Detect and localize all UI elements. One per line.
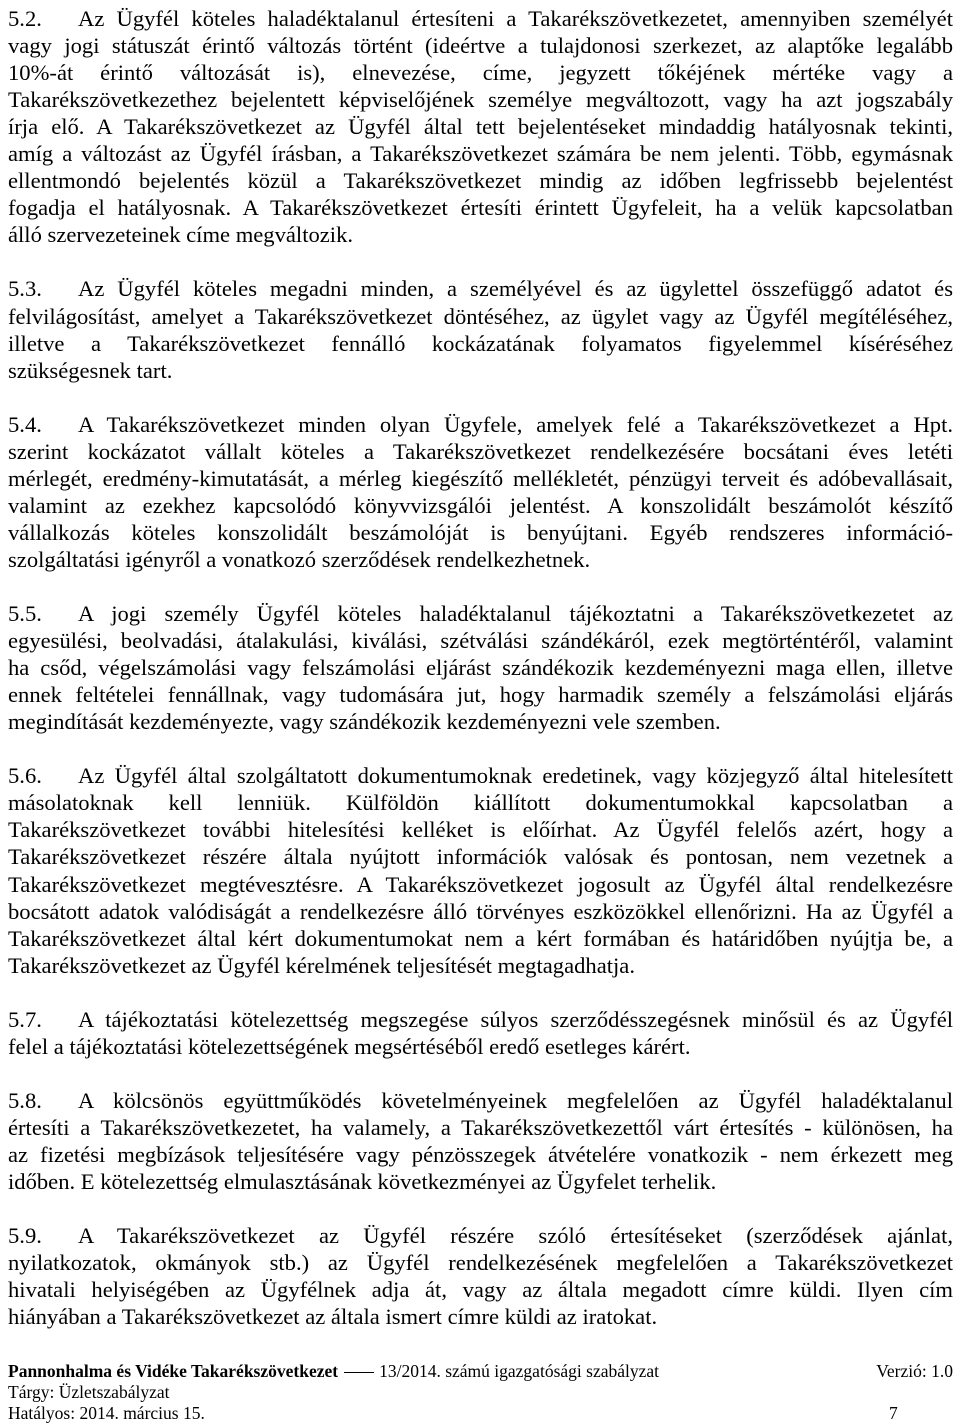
paragraph-number: 5.8. — [8, 1087, 42, 1113]
paragraph-line: felvilágosítást, amelyet a Takarékszövetkezet döntéséhez, az ügylet vagy az Ügyfél megítéléséhez, — [8, 303, 953, 329]
paragraph-last-line: felel a tájékoztatási kötelezettségének megsértéséből eredő esetleges kárért. — [8, 1033, 691, 1059]
paragraph-line: ellentmondó bejelentés közül a Takarékszövetkezet mindig az időben legfrissebb bejelentést — [8, 168, 953, 194]
paragraph-number: 5.9. — [8, 1223, 42, 1249]
paragraph-line: nyilatkozatok, okmányok stb.) az Ügyfél rendelkezésének megfelelően a Takarékszövetkezet — [8, 1250, 953, 1276]
paragraph-last-line: álló szervezeteinek címe megváltozik. — [8, 222, 354, 248]
line-text: Az Ügyfél köteles haladéktalanul értesíteni a Takarékszövetkezetet, amennyiben személyét — [78, 6, 953, 31]
footer-effective-date: Hatályos: 2014. március 15. — [8, 1403, 205, 1423]
footer-row-title — [8, 1361, 953, 1382]
paragraph-spacer — [8, 248, 953, 275]
paragraph-line: ha csőd, végelszámolási vagy felszámolási eljárást szándékozik kezdeményezni maga ellen, illetve — [8, 655, 953, 681]
paragraph-line: szerint kockázatot vállalt köteles a Takarékszövetkezet rendelkezésére bocsátani éves letéti — [8, 438, 953, 464]
footer-regulation: 13/2014. számú igazgatósági szabályzat — [379, 1361, 659, 1381]
paragraph-line: Takarékszövetkezet megtévesztésre. A Takarékszövetkezet jogosult az Ügyfél által rendelkezésre — [8, 871, 953, 897]
paragraph-first-line — [8, 1222, 953, 1249]
paragraph-first-line — [8, 5, 953, 32]
paragraph-line: írja elő. A Takarékszövetkezet az Ügyfél által tett bejelentéseket mindaddig hatályosnak tekinti, — [8, 114, 953, 140]
paragraph-first-line — [8, 1006, 953, 1033]
paragraph-first-line — [8, 762, 953, 789]
paragraph-first-line — [8, 411, 953, 438]
paragraph-last-line: szolgáltatási igényről a vonatkozó szerződések rendelkezhetnek. — [8, 546, 591, 572]
paragraph-number: 5.6. — [8, 763, 42, 789]
paragraph-last-line: hiányában a Takarékszövetkezet az általa ismert címre küldi az iratokat. — [8, 1304, 658, 1330]
paragraph-last-line: megindítását kezdeményezte, vagy szándékozik kezdeményezni vele szemben. — [8, 709, 721, 735]
paragraph-line: hivatali helyiségében az Ügyfélnek adja át, vagy az általa megadott címre küldi. Ilyen cím — [8, 1277, 953, 1303]
paragraph-spacer — [8, 1195, 953, 1222]
paragraph-number: 5.2. — [8, 6, 42, 31]
section-5-9 — [8, 1222, 953, 1330]
paragraph-last-line: Takarékszövetkezet az Ügyfél kérelmének teljesítését megtagadhatja. — [8, 952, 635, 978]
paragraph-spacer — [8, 384, 953, 411]
paragraph-line: amíg a változást az Ügyfél írásban, a Takarékszövetkezet számára be nem jelenti. Több, egymásnak — [8, 141, 953, 167]
footer-row-subject — [8, 1382, 953, 1403]
section-5-2 — [8, 5, 953, 248]
paragraph-line: vagy jogi státuszát érintő változás történt (ideértve a tulajdonosi szerkezet, az alaptőke legalább — [8, 33, 953, 59]
paragraph-number: 5.7. — [8, 1006, 42, 1032]
footer-subject: Tárgy: Üzletszabályzat — [8, 1382, 170, 1402]
paragraph-line: Takarékszövetkezet által kért dokumentumokat nem a kért formában és határidőben nyújtja be, a — [8, 925, 953, 951]
paragraph-line: mérlegét, eredmény-kimutatását, a mérleg kiegészítő mellékletét, pénzügyi terveit és adóbevallásait, — [8, 465, 953, 491]
paragraph-number: 5.3. — [8, 276, 42, 302]
paragraph-spacer — [8, 735, 953, 762]
paragraph-line: az fizetési megbízások teljesítésére vagy pénzösszegek átvételére vonatkozik - nem érkezett meg — [8, 1141, 953, 1167]
paragraph-line: Takarékszövetkezet további hitelesítési kelléket is előírhat. Az Ügyfél felelős azért, hogy a — [8, 817, 953, 843]
section-5-8 — [8, 1087, 953, 1195]
paragraph-line: Takarékszövetkezethez bejelentett képviselőjének személye megváltozott, vagy ha azt jogszabály — [8, 87, 953, 113]
paragraph-line: egyesülési, beolvadási, átalakulási, kiválási, szétválási szándékáról, ezek megtörténtéről, valamint — [8, 628, 953, 654]
line-text: A Takarékszövetkezet minden olyan Ügyfele, amelyek felé a Takarékszövetkezet a Hpt. — [78, 411, 953, 437]
paragraph-line: értesíti a Takarékszövetkezetet, ha valamely, a Takarékszövetkezettől várt értesítés - különösen, ha — [8, 1114, 953, 1140]
paragraph-spacer — [8, 573, 953, 600]
line-text: Az Ügyfél köteles megadni minden, a személyével és az ügylettel összefüggő adatot és — [78, 276, 953, 302]
paragraph-line: ennek feltételei fennállnak, vagy tudomására jut, hogy harmadik személy a felszámolási eljárás — [8, 682, 953, 708]
paragraph-first-line — [8, 600, 953, 627]
paragraph-spacer — [8, 1060, 953, 1087]
paragraph-last-line: szükségesnek tart. — [8, 357, 173, 383]
paragraph-number: 5.5. — [8, 601, 42, 627]
line-text: A jogi személy Ügyfél köteles haladéktalanul tájékoztatni a Takarékszövetkezetet az — [78, 601, 953, 627]
line-text: A tájékoztatási kötelezettség megszegése súlyos szerződésszegésnek minősül és az Ügyfél — [78, 1006, 953, 1032]
paragraph-line: valamint az ezekhez kapcsolódó könyvvizsgálói jelentést. A konszolidált beszámolót készítő — [8, 492, 953, 518]
paragraph-line: Takarékszövetkezet részére általa nyújtott információk valósak és pontosan, nem vezetnek a — [8, 844, 953, 870]
section-5-7 — [8, 1006, 953, 1060]
paragraph-last-line: időben. E kötelezettség elmulasztásának következményei az Ügyfelet terhelik. — [8, 1169, 717, 1195]
footer-row-effective — [8, 1403, 953, 1424]
footer-organization: Pannonhalma és Vidéke Takarékszövetkezet — [8, 1361, 339, 1381]
line-text: A kölcsönös együttműködés követelményeinek megfelelően az Ügyfél haladéktalanul — [78, 1087, 953, 1113]
paragraph-line: másolatoknak kell lenniük. Külföldön kiállított dokumentumokkal kapcsolatban a — [8, 790, 953, 816]
section-5-4 — [8, 411, 953, 573]
line-text: A Takarékszövetkezet az Ügyfél részére szóló értesítéseket (szerződések ajánlat, — [78, 1223, 953, 1249]
document-body — [8, 5, 953, 1330]
footer-version: Verzió: 1.0 — [876, 1361, 953, 1381]
paragraph-line: 10%-át érintő változását is), elnevezése, címe, jegyzett tőkéjének mértéke vagy a — [8, 60, 953, 86]
section-5-6 — [8, 762, 953, 978]
section-5-3 — [8, 275, 953, 383]
page-footer — [8, 1361, 953, 1424]
paragraph-line: fogadja el hatályosnak. A Takarékszövetkezet értesíti érintett Ügyfeleit, ha a velük kapcsolatban — [8, 195, 953, 221]
paragraph-spacer — [8, 979, 953, 1006]
paragraph-line: illetve a Takarékszövetkezet fennálló kockázatának folyamatos figyelemmel kíséréséhez — [8, 330, 953, 356]
paragraph-first-line — [8, 1087, 953, 1114]
paragraph-line: bocsátott adatok valódiságát a rendelkezésre álló törvényes eszközökkel ellenőrizni. Ha az Ügyfél a — [8, 898, 953, 924]
footer-dash — [344, 1372, 374, 1373]
paragraph-first-line — [8, 275, 953, 302]
line-text: Az Ügyfél által szolgáltatott dokumentumoknak eredetinek, vagy közjegyző által hitelesített — [78, 763, 953, 789]
page-number: 7 — [889, 1403, 898, 1423]
section-5-5 — [8, 600, 953, 735]
paragraph-line: vállalkozás köteles konszolidált beszámolóját is benyújtani. Egyéb rendszeres információ- — [8, 519, 953, 545]
paragraph-number: 5.4. — [8, 411, 42, 437]
